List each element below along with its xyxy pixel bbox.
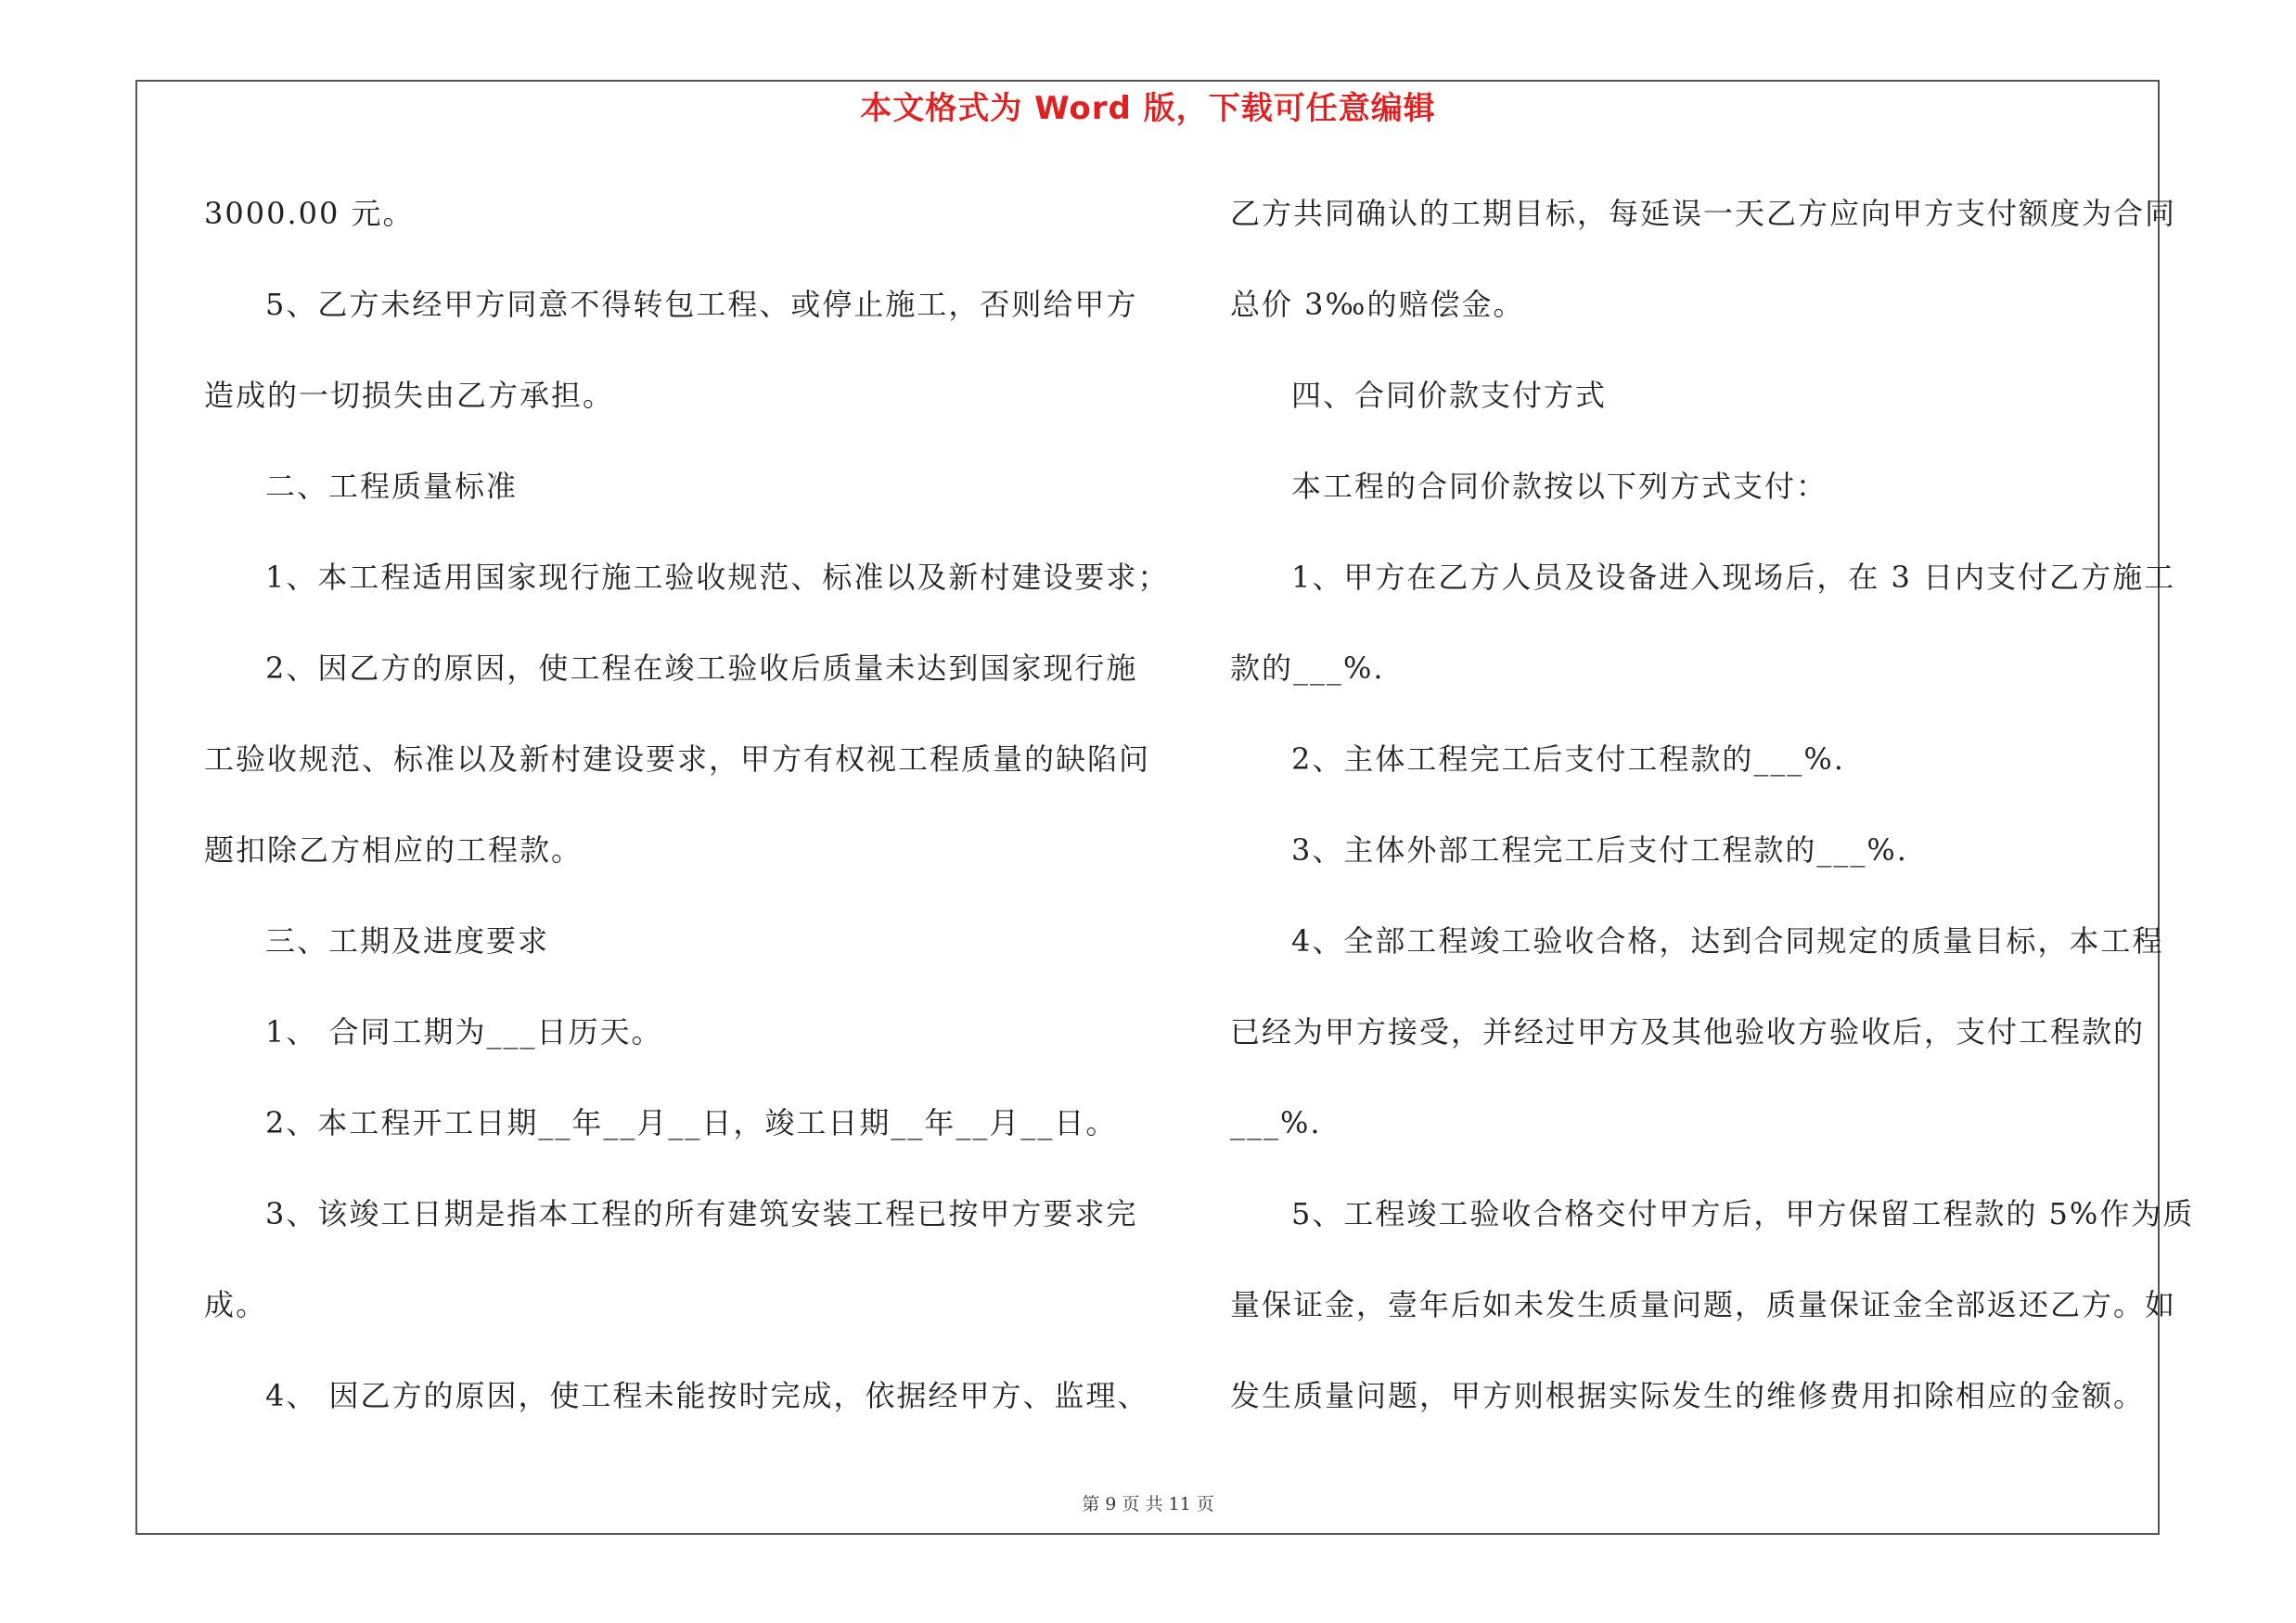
text-line: 3、主体外部工程完工后支付工程款的___%. xyxy=(1291,832,1908,868)
text-line: 工验收规范、标准以及新村建设要求，甲方有权视工程质量的缺陷问 xyxy=(204,741,1151,777)
text-line: 3、该竣工日期是指本工程的所有建筑安装工程已按甲方要求完 xyxy=(265,1196,1138,1231)
text-line: 乙方共同确认的工期目标，每延误一天乙方应向甲方支付额度为合同 xyxy=(1230,196,2177,231)
text-line: 1、甲方在乙方人员及设备进入现场后，在 3 日内支付乙方施工 xyxy=(1291,560,2176,595)
text-line: 成。 xyxy=(204,1287,268,1322)
text-line: 已经为甲方接受，并经过甲方及其他验收方验收后，支付工程款的 xyxy=(1230,1014,2146,1050)
section-heading: 二、工程质量标准 xyxy=(265,469,519,504)
text-line: 4、全部工程竣工验收合格，达到合同规定的质量目标，本工程 xyxy=(1291,923,2164,959)
text-line: 本工程的合同价款按以下列方式支付： xyxy=(1291,469,1828,504)
section-heading: 四、合同价款支付方式 xyxy=(1291,378,1608,413)
text-line: 2、本工程开工日期__年__月__日，竣工日期__年__月__日。 xyxy=(265,1105,1118,1140)
text-line: 5、乙方未经甲方同意不得转包工程、或停止施工，否则给甲方 xyxy=(265,287,1138,322)
text-line: 4、 因乙方的原因，使工程未能按时完成，依据经甲方、监理、 xyxy=(265,1378,1149,1413)
text-line: 1、 合同工期为___日历天。 xyxy=(265,1014,663,1050)
text-line: 发生质量问题，甲方则根据实际发生的维修费用扣除相应的金额。 xyxy=(1230,1378,2146,1413)
text-line: 造成的一切损失由乙方承担。 xyxy=(204,378,615,413)
text-line: 5、工程竣工验收合格交付甲方后，甲方保留工程款的 5%作为质 xyxy=(1291,1196,2195,1231)
text-line: 3000.00 元。 xyxy=(204,196,415,231)
text-line: 1、本工程适用国家现行施工验收规范、标准以及新村建设要求； xyxy=(265,560,1170,595)
page-number: 第 9 页 共 11 页 xyxy=(1082,1494,1214,1514)
section-heading: 三、工期及进度要求 xyxy=(265,923,550,959)
format-banner: 本文格式为 Word 版，下载可任意编辑 xyxy=(860,90,1436,127)
text-line: 题扣除乙方相应的工程款。 xyxy=(204,832,584,868)
text-line: 总价 3‰的赔偿金。 xyxy=(1230,287,1525,322)
text-line: 量保证金，壹年后如未发生质量问题，质量保证金全部返还乙方。如 xyxy=(1230,1287,2177,1322)
text-line: 2、因乙方的原因，使工程在竣工验收后质量未达到国家现行施 xyxy=(265,650,1138,686)
text-line: 款的___%. xyxy=(1230,650,1385,686)
text-line: ___%. xyxy=(1230,1105,1322,1140)
text-line: 2、主体工程完工后支付工程款的___%. xyxy=(1291,741,1845,777)
